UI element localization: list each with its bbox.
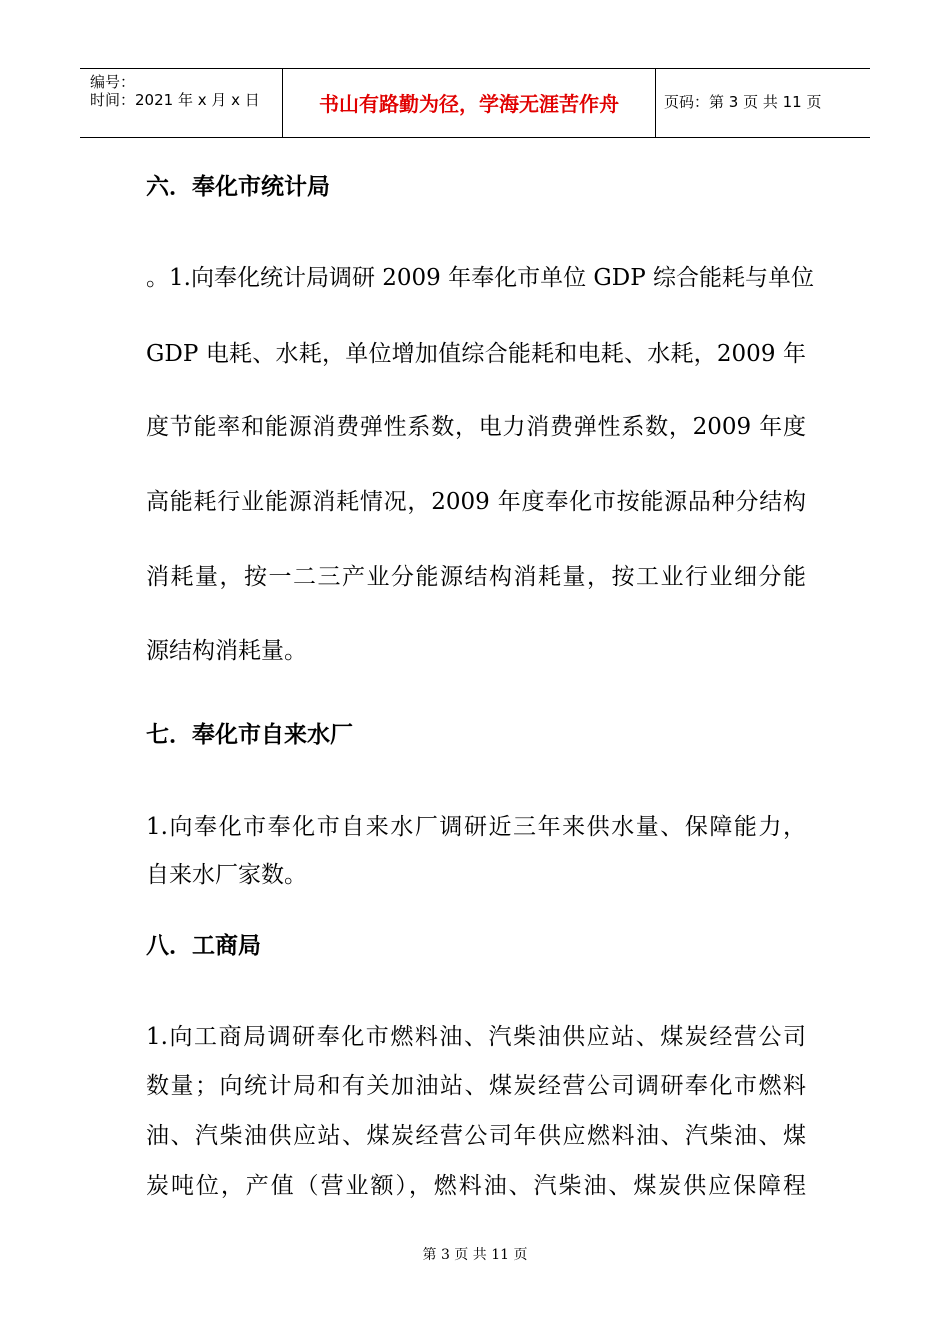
paragraph-line: 数量；向统计局和有关加油站、煤炭经营公司调研奉化市燃料 — [146, 1073, 806, 1099]
section-heading: 七．奉化市自来水厂 — [146, 722, 353, 748]
section-heading: 八．工商局 — [146, 933, 261, 959]
paragraph-line: 炭吨位，产值（营业额），燃料油、汽柴油、煤炭供应保障程 — [146, 1173, 806, 1199]
header-page-cell — [656, 69, 870, 137]
document-number: 编号： — [90, 73, 136, 91]
document-date: 时间：2021 年 x 月 x 日 — [90, 91, 260, 109]
header-meta-cell — [80, 69, 282, 137]
header-page-number: 页码：第 3 页 共 11 页 — [664, 93, 822, 111]
section-heading: 六．奉化市统计局 — [146, 174, 330, 200]
paragraph-line: 1.向奉化市奉化市自来水厂调研近三年来供水量、保障能力， — [146, 814, 806, 840]
paragraph-line: 。1.向奉化统计局调研 2009 年奉化市单位 GDP 综合能耗与单位 — [146, 265, 815, 291]
paragraph-line: 消耗量，按一二三产业分能源结构消耗量，按工业行业细分能 — [146, 564, 806, 590]
header-motto-cell — [282, 69, 656, 137]
paragraph-line: 源结构消耗量。 — [146, 638, 307, 664]
paragraph-line: 高能耗行业能源消耗情况，2009 年度奉化市按能源品种分结构 — [146, 489, 806, 515]
paragraph-line: 度节能率和能源消费弹性系数，电力消费弹性系数，2009 年度 — [146, 414, 806, 440]
page-footer: 第 3 页 共 11 页 — [422, 1247, 528, 1263]
paragraph-line: GDP 电耗、水耗，单位增加值综合能耗和电耗、水耗，2009 年 — [146, 341, 806, 367]
paragraph-line: 油、汽柴油供应站、煤炭经营公司年供应燃料油、汽柴油、煤 — [146, 1123, 806, 1149]
page-header — [80, 68, 870, 138]
paragraph-line: 自来水厂家数。 — [146, 862, 307, 888]
paragraph-line: 1.向工商局调研奉化市燃料油、汽柴油供应站、煤炭经营公司 — [146, 1024, 806, 1050]
header-motto: 书山有路勤为径，学海无涯苦作舟 — [319, 92, 619, 116]
